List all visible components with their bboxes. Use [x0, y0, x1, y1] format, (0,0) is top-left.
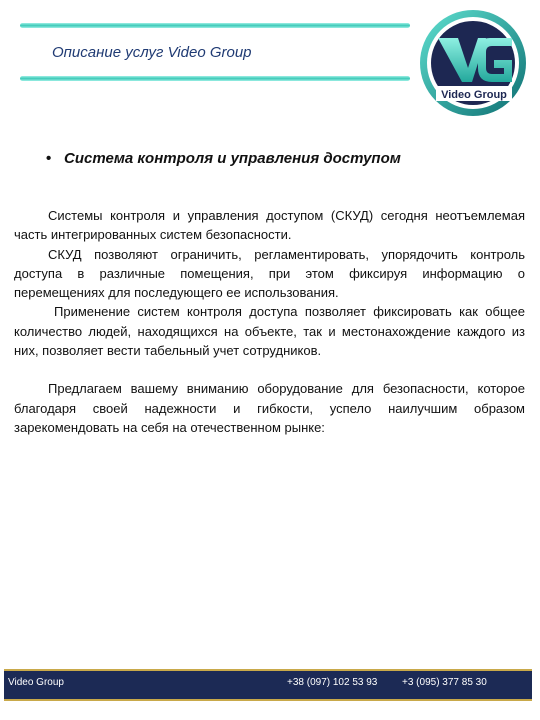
footer-phone-2: +3 (095) 377 85 30: [402, 677, 487, 688]
body-text: [14, 206, 525, 437]
video-group-logo: [418, 8, 528, 118]
page-title: Описание услуг Video Group: [52, 44, 252, 61]
header-bottom-rule: [20, 76, 410, 81]
footer-brand: Video Group: [8, 677, 64, 688]
footer-phone-1: +38 (097) 102 53 93: [287, 677, 378, 688]
section-heading-text: Система контроля и управления доступом: [64, 150, 401, 167]
logo-text: Video Group: [441, 89, 507, 101]
section-heading: [46, 150, 506, 167]
paragraph-1: Системы контроля и управления доступом (СКУД) сегодня неотъемлемая часть интегрированных систем безопасности.: [14, 208, 525, 243]
header-top-rule: [20, 23, 410, 28]
paragraph-3: Применение систем контроля доступа позволяет фиксировать как общее количество людей, находящихся на объекте, так и местонахождение каждого из них, позволяет вести табельный учет сотрудников.: [14, 304, 525, 359]
footer-bar: [4, 669, 532, 701]
paragraph-2: СКУД позволяют ограничить, регламентировать, упорядочить контроль доступа в различные помещения, при этом фиксируя информацию о перемещениях для последующего ее использования.: [14, 246, 525, 301]
bullet: •: [46, 150, 52, 167]
paragraph-4: Предлагаем вашему вниманию оборудование для безопасности, которое благодаря своей надежности и гибкости, успело наилучшим образом зарекомендовать на себя на отечественном рынке:: [14, 381, 525, 435]
